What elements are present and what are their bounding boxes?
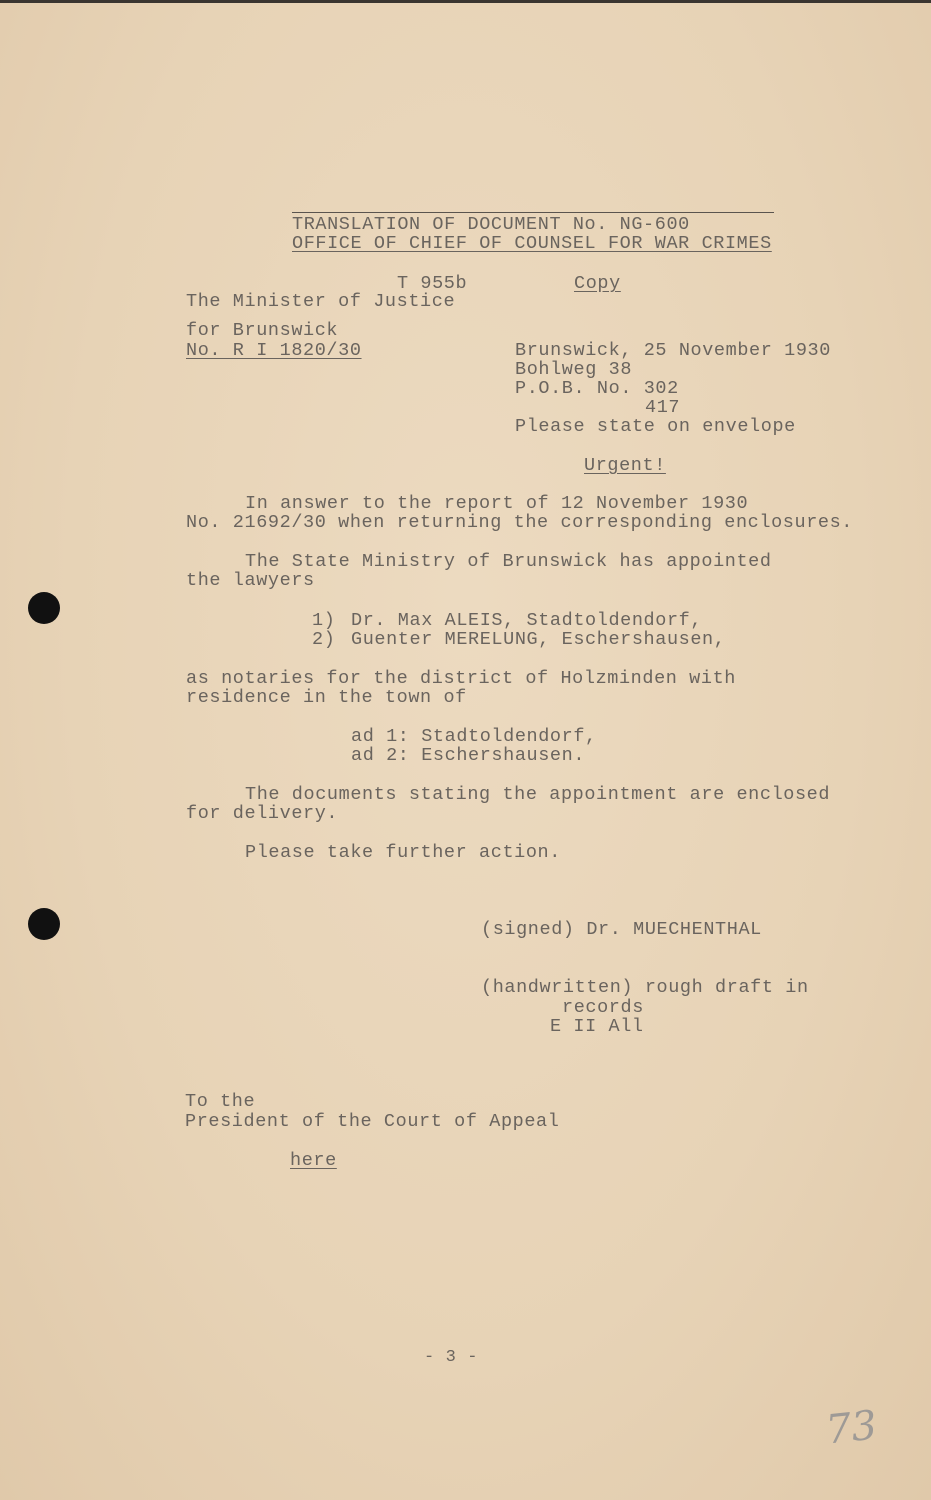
header-line-1: TRANSLATION OF DOCUMENT No. NG-600 bbox=[292, 214, 690, 235]
paragraph-1-line-2: No. 21692/30 when returning the corresponding enclosures. bbox=[186, 512, 854, 533]
reference-number: T 955b bbox=[397, 273, 468, 294]
paragraph-2-line-1: The State Ministry of Brunswick has appointed bbox=[245, 551, 772, 572]
paragraph-4-line-2: for delivery. bbox=[186, 803, 339, 824]
address-line-4: 417 bbox=[645, 397, 681, 418]
list-marker-1: 1) bbox=[312, 610, 336, 631]
recipient-line-2: President of the Court of Appeal bbox=[185, 1111, 560, 1132]
residence-1: ad 1: Stadtoldendorf, bbox=[351, 726, 597, 747]
draft-note-line-3: E II All bbox=[550, 1016, 644, 1037]
paragraph-2-line-2: the lawyers bbox=[186, 570, 315, 591]
signature-line: (signed) Dr. MUECHENTHAL bbox=[481, 919, 762, 940]
sender-line-2: for Brunswick bbox=[186, 320, 339, 341]
draft-note-line-2: records bbox=[562, 997, 644, 1018]
residence-2: ad 2: Eschershausen. bbox=[351, 745, 586, 766]
paragraph-3-line-2: residence in the town of bbox=[186, 687, 467, 708]
header-top-rule bbox=[292, 212, 774, 213]
recipient-line-3: here bbox=[290, 1150, 337, 1171]
address-line-1: Brunswick, 25 November 1930 bbox=[515, 340, 831, 361]
paragraph-1-line-1: In answer to the report of 12 November 1930 bbox=[245, 493, 749, 514]
sender-file-number: No. R I 1820/30 bbox=[186, 340, 362, 361]
recipient-line-1: To the bbox=[185, 1091, 256, 1112]
page-top-edge bbox=[0, 0, 931, 3]
paragraph-3-line-1: as notaries for the district of Holzminden with bbox=[186, 668, 736, 689]
copy-label: Copy bbox=[574, 273, 621, 294]
urgent-label: Urgent! bbox=[584, 455, 666, 476]
punch-hole-bottom bbox=[28, 908, 60, 940]
list-item-1: Dr. Max ALEIS, Stadtoldendorf, bbox=[351, 610, 703, 631]
sender-line-1: The Minister of Justice bbox=[186, 291, 456, 312]
paragraph-5: Please take further action. bbox=[245, 842, 561, 863]
list-item-2: Guenter MERELUNG, Eschershausen, bbox=[351, 629, 726, 650]
list-marker-2: 2) bbox=[312, 629, 336, 650]
address-line-2: Bohlweg 38 bbox=[515, 359, 633, 380]
address-line-5: Please state on envelope bbox=[515, 416, 796, 437]
header-line-2: OFFICE OF CHIEF OF COUNSEL FOR WAR CRIMES bbox=[292, 233, 772, 254]
handwritten-page-number: 73 bbox=[823, 1402, 880, 1454]
punch-hole-top bbox=[28, 592, 60, 624]
draft-note-line-1: (handwritten) rough draft in bbox=[481, 977, 809, 998]
paragraph-4-line-1: The documents stating the appointment are enclosed bbox=[245, 784, 831, 805]
address-line-3: P.O.B. No. 302 bbox=[515, 378, 679, 399]
page-number: - 3 - bbox=[424, 1348, 479, 1367]
